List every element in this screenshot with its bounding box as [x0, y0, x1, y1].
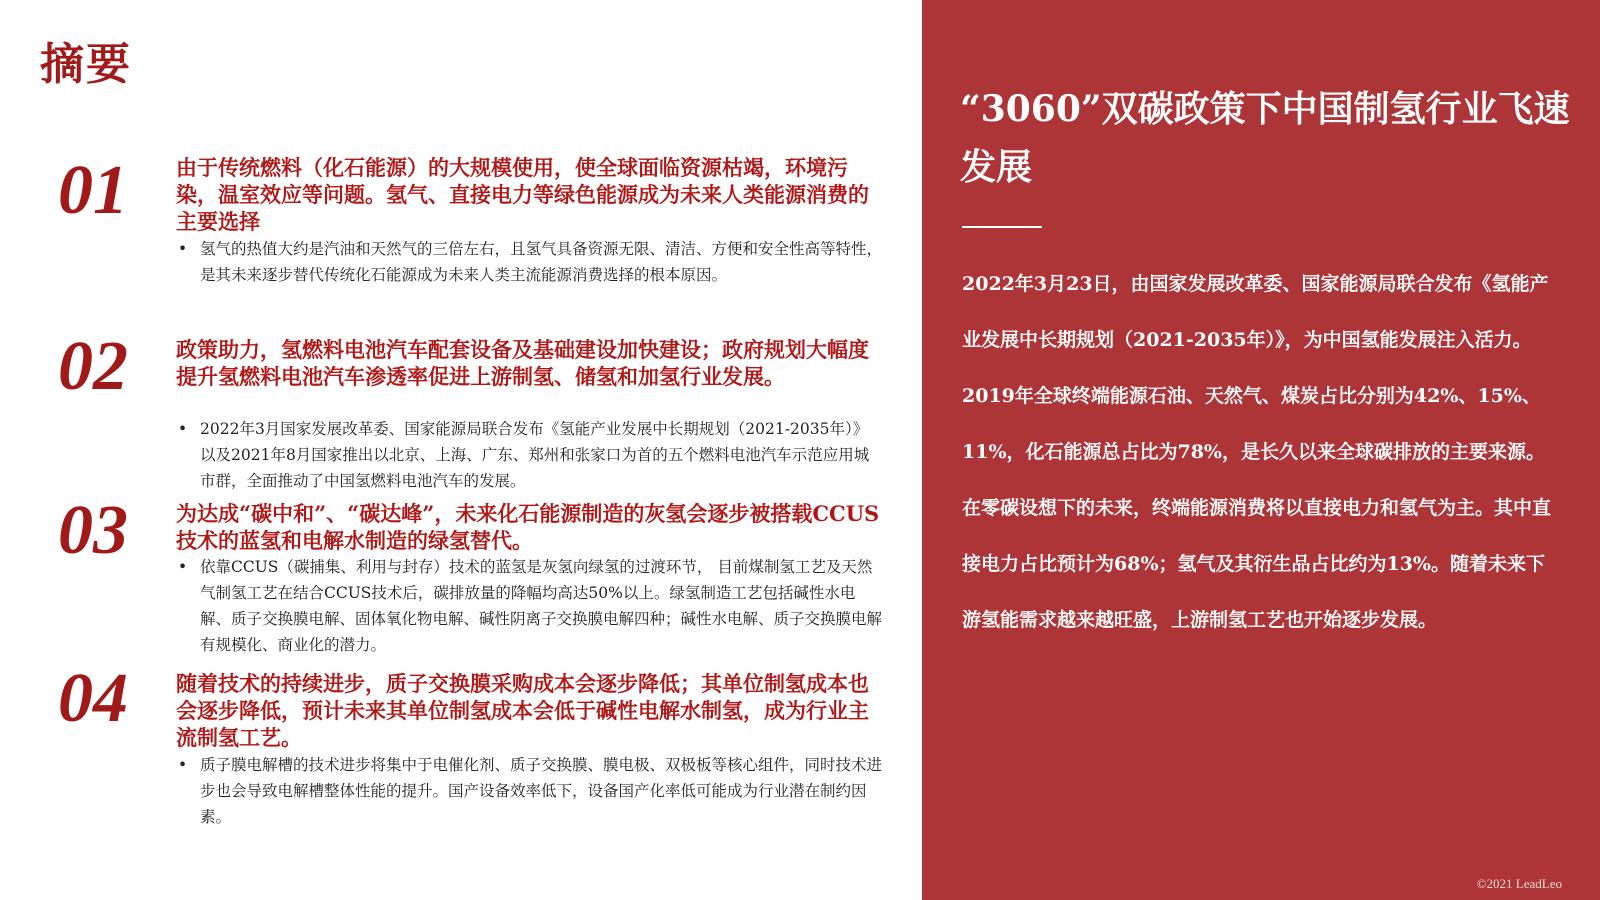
bullet-icon: • — [178, 240, 188, 258]
section-headline: 随着技术的持续进步，质子交换膜采购成本会逐步降低；其单位制氢成本也会逐步降低，预计未来其单位制氢成本会低于碱性电解水制氢，成为行业主流制氢工艺。 — [176, 671, 869, 750]
copyright-text: ©2021 LeadLeo — [1476, 876, 1562, 891]
bullet-icon: • — [178, 756, 188, 774]
bullet-list — [176, 236, 882, 288]
side-panel — [922, 0, 1600, 900]
section-headline: 政策助力，氢燃料电池汽车配套设备及基础建设加快建设；政府规划大幅度提升氢燃料电池汽车渗透率促进上游制氢、储氢和加氢行业发展。 — [176, 337, 869, 389]
section-number: 04 — [58, 660, 128, 737]
bullet-list — [176, 416, 882, 494]
list-item — [176, 416, 882, 494]
section-number: 03 — [58, 492, 128, 569]
bullet-list — [176, 554, 882, 658]
list-item — [176, 752, 882, 830]
bullet-text: 质子膜电解槽的技术进步将集中于电催化剂、质子交换膜、膜电极、双极板等核心组件，同时技术进步也会导致电解槽整体性能的提升。国产设备效率低下，设备国产化率低可能成为行业潜在制约因素。 — [200, 756, 883, 826]
bullet-icon: • — [178, 420, 188, 438]
side-panel-title: “3060”双碳政策下中国制氢行业飞速发展 — [960, 88, 1570, 188]
section-number: 02 — [58, 328, 128, 405]
bullet-text: 氢气的热值大约是汽油和天然气的三倍左右，且氢气具备资源无限、清洁、方便和安全性高等特性，是其未来逐步替代传统化石能源成为未来人类主流能源消费选择的根本原因。 — [200, 240, 883, 284]
bullet-text: 依靠CCUS（碳捕集、利用与封存）技术的蓝氢是灰氢向绿氢的过渡环节， 目前煤制氢工艺及天然气制氢工艺在结合CCUS技术后，碳排放量的降幅均高达50%以上。绿氢制造工艺包括碱性水电解、质子交换膜电解、固体氧化物电解、碱性阴离子交换膜电解四种；碱性水电解、质子交换膜电解有规模化、商业化的潜力。 — [200, 558, 883, 654]
list-item — [176, 236, 882, 288]
list-item — [176, 554, 882, 658]
title-divider — [962, 226, 1042, 228]
bullet-text: 2022年3月国家发展改革委、国家能源局联合发布《氢能产业发展中长期规划（2021-2035年）》以及2021年8月国家推出以北京、上海、广东、郑州和张家口为首的五个燃料电池汽车示范应用城市群，全面推动了中国氢燃料电池汽车的发展。 — [200, 420, 870, 490]
page-title: 摘要 — [40, 39, 132, 90]
bullet-icon: • — [178, 558, 188, 576]
side-panel-body: 2022年3月23日，由国家发展改革委、国家能源局联合发布《氢能产业发展中长期规划（2021-2035年）》，为中国氢能发展注入活力。2019年全球终端能源石油、天然气、煤炭占比分别为42%、15%、11%，化石能源总占比为78%，是长久以来全球碳排放的主要来源。在零碳设想下的未来，终端能源消费将以直接电力和氢气为主。其中直接电力占比预计为68%；氢气及其衍生品占比约为13%。随着未来下游氢能需求越来越旺盛，上游制氢工艺也开始逐步发展。 — [962, 273, 1552, 631]
section-headline: 由于传统燃料（化石能源）的大规模使用，使全球面临资源枯竭，环境污染，温室效应等问题。氢气、直接电力等绿色能源成为未来人类能源消费的主要选择 — [176, 155, 869, 234]
bullet-list — [176, 752, 882, 830]
section-headline: 为达成“碳中和”、“碳达峰”，未来化石能源制造的灰氢会逐步被搭载CCUS技术的蓝氢和电解水制造的绿氢替代。 — [176, 501, 880, 553]
section-number: 01 — [58, 152, 128, 229]
